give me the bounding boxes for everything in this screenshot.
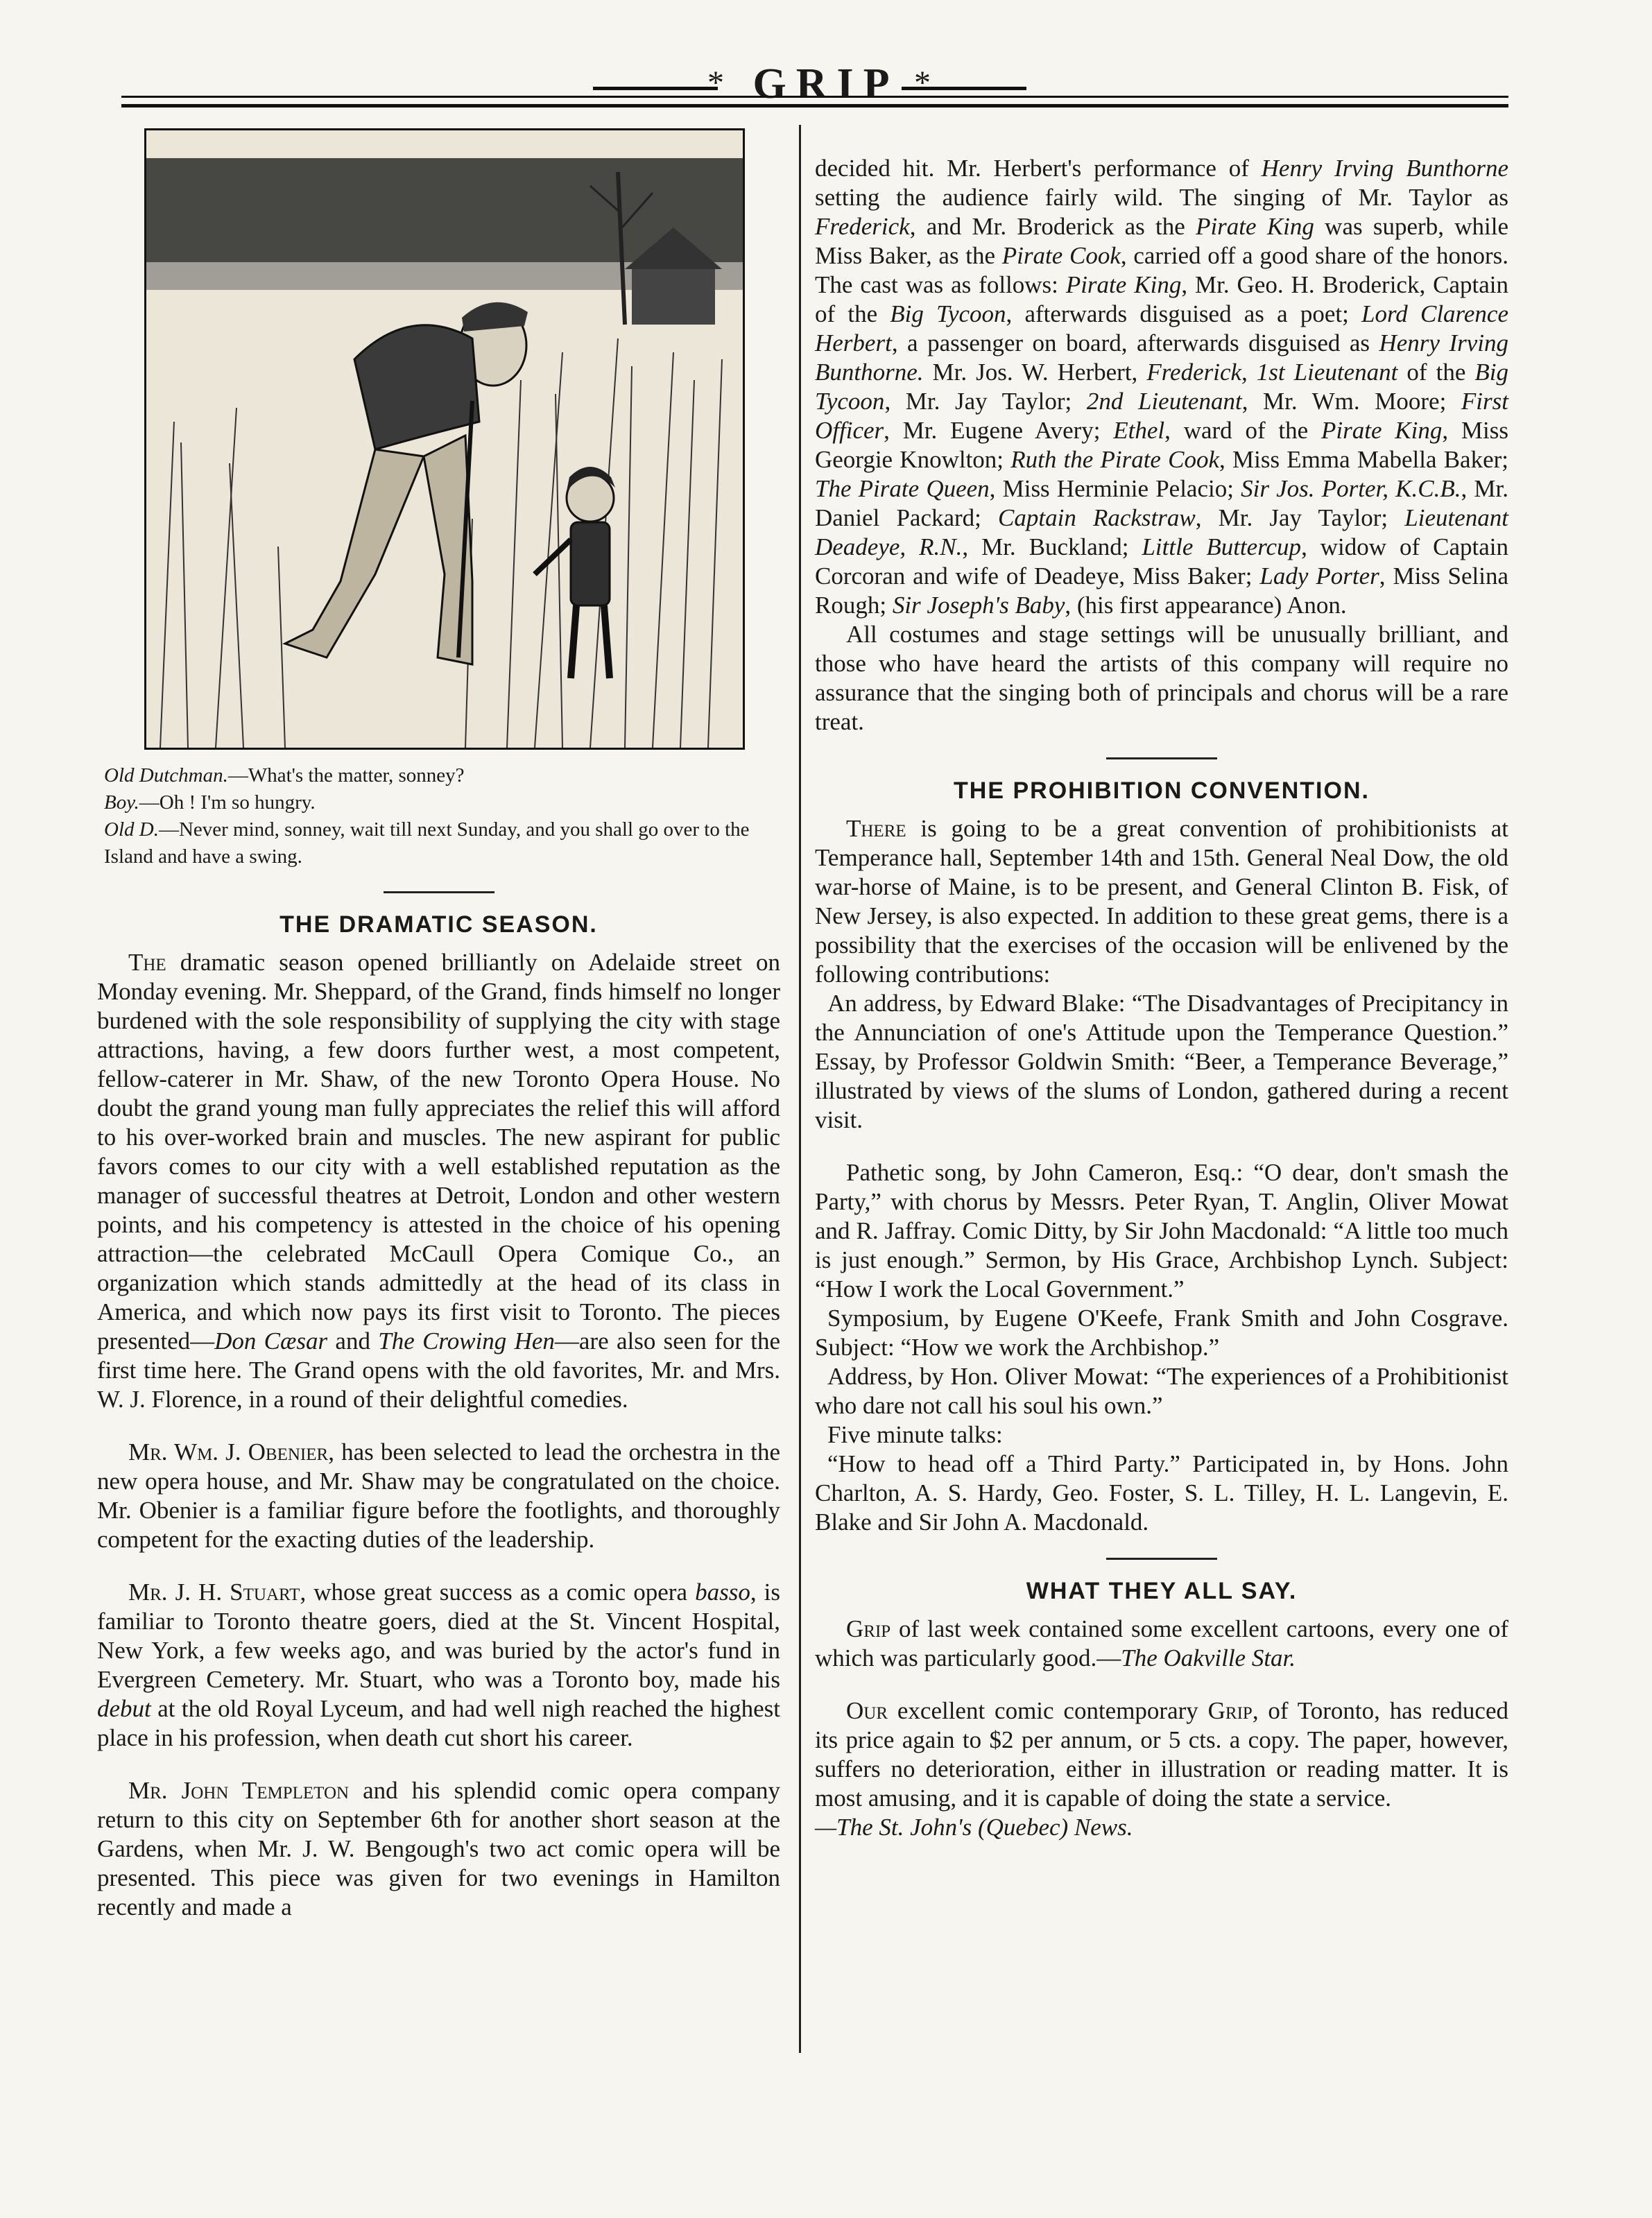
italic-run: Pirate Cook xyxy=(1001,242,1121,269)
text-run: , Mr. Eugene Avery; xyxy=(884,417,1114,444)
italic-run: First Officer xyxy=(815,388,1508,444)
italic-run: Ethel xyxy=(1113,417,1165,444)
source-citation: —The St. John's (Quebec) News. xyxy=(815,1814,1133,1841)
text-run: decided hit. Mr. Herbert's performance of xyxy=(815,155,1262,182)
paragraph xyxy=(815,154,1508,620)
text-run: and xyxy=(327,1327,379,1355)
lead-word: Grip xyxy=(846,1615,891,1642)
text-run: whose great success as a comic opera xyxy=(306,1579,696,1606)
italic-run: Ruth the Pirate Cook xyxy=(1010,446,1220,473)
section-divider xyxy=(384,891,494,893)
text-run: , a passenger on board, afterwards disguised as xyxy=(891,329,1379,356)
source-citation: The Oakville Star. xyxy=(1121,1644,1296,1671)
italic-run: The Crowing Hen xyxy=(378,1327,555,1355)
header-rule xyxy=(121,104,1508,108)
text-run: was superb, while Miss Baker, as the xyxy=(815,213,1508,269)
italic-run: 2nd Lieutenant xyxy=(1086,388,1242,415)
section-divider xyxy=(1106,757,1217,759)
text-run: , Mr. Jay Taylor; xyxy=(884,388,1087,415)
text-run: , Mr. Geo. H. Broderick, Captain of the xyxy=(815,271,1509,327)
what-they-all-say-article xyxy=(815,1615,1508,1842)
italic-run: debut xyxy=(97,1695,151,1722)
paragraph xyxy=(815,1696,1508,1842)
italic-run: Pirate King xyxy=(1321,417,1443,444)
header-rule xyxy=(121,96,1508,98)
masthead xyxy=(0,49,1652,132)
column-divider xyxy=(799,125,801,2053)
caption-speaker: Boy. xyxy=(104,791,139,814)
italic-run: Don Cæsar xyxy=(214,1327,328,1355)
text-run: is going to be a great convention of prohibitionists at Temperance hall, September 14th and 15th. General Neal Dow, the old war-horse of Maine, is to be present, and General Clinton B. Fisk, of New Jersey, is also expected. In addition to these great gems, there is a possibility that the exercises of the occasion will be enlivened by the following contributions: xyxy=(815,815,1508,988)
text-run: has been selected to lead the orchestra in the new opera house, and Mr. Shaw may be congratulated on the choice. Mr. Obenier is a familiar figure before the footlights, and thoroughly competent for the exacting duties of the leadership. xyxy=(97,1438,780,1553)
italic-run: Henry Irving Bunthorne. xyxy=(815,329,1508,386)
engraving-illustration xyxy=(144,128,745,750)
paragraph: All costumes and stage settings will be unusually brilliant, and those who have heard the artists of this company will require no assurance that the singing both of principals and chorus will be a rare treat. xyxy=(815,621,1508,735)
section-heading: WHAT THEY ALL SAY. xyxy=(1026,1578,1298,1604)
text-run: , Mr. Wm. Moore; xyxy=(1241,388,1461,415)
caption-line xyxy=(97,789,780,816)
masthead-rule-left xyxy=(593,87,718,90)
italic-run: Big Tycoon xyxy=(890,300,1006,327)
italic-run: Little Buttercup xyxy=(1142,533,1302,560)
lead-word: Mr. J. H. Stuart, xyxy=(128,1579,307,1606)
caption-line xyxy=(97,762,780,789)
section-heading: THE PROHIBITION CONVENTION. xyxy=(954,777,1370,804)
paragraph xyxy=(97,1438,780,1554)
text-run: dramatic season opened brilliantly on Adelaide street on Monday evening. Mr. Sheppard, of the Grand, finds himself no longer burdened with the sole responsibility of supplying the city with stage attractions, having, a few doors further west, a most competent, fellow-caterer in Mr. Shaw, of the new Toronto Opera House. No doubt the grand young man fully appreciates the relief this will afford to his over-worked brain and muscles. The new aspirant for public favors comes to our city with a well established reputation as the manager of successful theatres at Detroit, London and other western points, and his competency is attested in the choice of his opening attraction—the celebrated McCaull Opera Comique Co., an organization which stands admittedly at the head of its class in America, and which now pays its first visit to Toronto. The pieces presented— xyxy=(97,949,780,1355)
paragraph xyxy=(815,1615,1508,1673)
masthead-rule-right xyxy=(902,87,1026,90)
italic-run: Lady Porter xyxy=(1259,562,1379,590)
paragraph xyxy=(97,1578,780,1753)
text-run: excellent comic contemporary xyxy=(888,1697,1208,1724)
italic-run: Big Tycoon xyxy=(815,359,1508,415)
lead-word: There xyxy=(846,815,906,842)
ornament-star-icon: * xyxy=(707,65,724,101)
paragraph xyxy=(815,814,1508,989)
paragraph: “How to head off a Third Party.” Participated in, by Hons. John Charlton, A. S. Hardy, Geo. Foster, S. L. Tilley, H. L. Langevin, E. Blake and Sir John A. Macdonald. xyxy=(815,1450,1508,1536)
paragraph: Address, by Hon. Oliver Mowat: “The experiences of a Prohibitionist who dare not call his soul his own.” xyxy=(815,1363,1508,1419)
caption-text: —Oh ! I'm so hungry. xyxy=(139,791,316,814)
italic-run: The Pirate Queen xyxy=(815,475,990,502)
text-run: —are also seen for the first time here. The Grand opens with the old favorites, Mr. and Mrs. W. J. Florence, in a round of their delightful comedies. xyxy=(97,1327,780,1413)
paragraph xyxy=(97,948,780,1414)
text-run: and his splendid comic opera company return to this city on September 6th for another short season at the Gardens, when Mr. J. W. Bengough's two act comic opera will be presented. This piece was given for two evenings in Hamilton recently and made a xyxy=(97,1777,780,1920)
caption-speaker: Old Dutchman. xyxy=(104,764,228,786)
paragraph: Symposium, by Eugene O'Keefe, Frank Smith and John Cosgrave. Subject: “How we work the Archbishop.” xyxy=(815,1305,1508,1361)
text-run: , Mr. Daniel Packard; xyxy=(815,475,1508,531)
text-run: , of Toronto, has reduced its price again to $2 per annum, or 5 cts. a copy. The paper, however, suffers no deterioration, either in illustration or reading matter. It is most amusing, and it is capable of doing the state a service. xyxy=(815,1697,1508,1812)
paragraph: Five minute talks: xyxy=(827,1421,1003,1448)
text-run: , Miss Emma Mabella Baker; xyxy=(1219,446,1508,473)
paragraph: Pathetic song, by John Cameron, Esq.: “O dear, don't smash the Party,” with chorus by Messrs. Peter Ryan, T. Anglin, Oliver Mowat and R. Jaffray. Comic Ditty, by Sir John Macdonald: “A little too much is just enough.” Sermon, by His Grace, Archbishop Lynch. Subject: “How I work the Local Government.” xyxy=(815,1159,1508,1303)
italic-run: Frederick, 1st Lieutenant xyxy=(1146,359,1398,386)
italic-run: Captain Rackstraw xyxy=(998,504,1196,531)
publication-name: Grip xyxy=(1207,1697,1253,1724)
text-run: Mr. Jos. W. Herbert, xyxy=(923,359,1147,386)
text-run: , afterwards disguised as a poet; xyxy=(1006,300,1362,327)
text-run: , Miss Georgie Knowlton; xyxy=(815,417,1508,473)
text-run: , (his first appearance) Anon. xyxy=(1065,592,1347,619)
italic-run: Frederick xyxy=(815,213,910,240)
paragraph: An address, by Edward Blake: “The Disadvantages of Precipitancy in the Annunciation of one's Attitude upon the Temperance Question.” Essay, by Professor Goldwin Smith: “Beer, a Temperance Beverage,” illustrated by views of the slums of London, gathered during a recent visit. xyxy=(815,990,1508,1133)
lead-word: Mr. Wm. J. Obenier, xyxy=(128,1438,334,1465)
illustration-caption xyxy=(97,762,780,870)
caption-text: —What's the matter, sonney? xyxy=(227,764,465,786)
text-run: , Miss Herminie Pelacio; xyxy=(989,475,1241,502)
lead-word: Mr. John Templeton xyxy=(128,1777,350,1804)
italic-run: Pirate King xyxy=(1065,271,1182,298)
text-run: , and Mr. Broderick as the xyxy=(909,213,1196,240)
italic-run: Lord Clarence Herbert xyxy=(815,300,1508,356)
dramatic-season-article xyxy=(97,948,780,1922)
caption-line xyxy=(97,816,780,870)
text-run: , widow of Captain Corcoran and wife of Deadeye, Miss Baker; xyxy=(815,533,1509,590)
section-divider xyxy=(1106,1558,1217,1560)
lead-word: The xyxy=(128,949,166,976)
text-run: of the xyxy=(1397,359,1475,386)
text-run: , Mr. Buckland; xyxy=(962,533,1142,560)
text-run: at the old Royal Lyceum, and had well nigh reached the highest place in his profession, when death cut short his career. xyxy=(97,1695,780,1751)
continued-article xyxy=(815,154,1508,737)
caption-speaker: Old D. xyxy=(104,818,159,841)
text-run: , ward of the xyxy=(1164,417,1321,444)
engraving-drawing xyxy=(146,130,743,748)
prohibition-article xyxy=(815,814,1508,1537)
italic-run: Sir Jos. Porter, K.C.B. xyxy=(1241,475,1461,502)
text-run: of last week contained some excellent cartoons, every one of which was particularly good.— xyxy=(815,1615,1508,1671)
caption-text: —Never mind, sonney, wait till next Sunday, and you shall go over to the Island and have a swing. xyxy=(104,818,750,868)
italic-run: basso xyxy=(695,1579,750,1606)
text-run: , Miss Selina Rough; xyxy=(815,562,1508,619)
masthead-title: GRIP xyxy=(752,60,900,108)
italic-run: Pirate King xyxy=(1196,213,1314,240)
italic-run: Sir Joseph's Baby xyxy=(892,592,1065,619)
left-column xyxy=(97,128,780,1922)
section-heading: THE DRAMATIC SEASON. xyxy=(279,911,598,938)
paragraph xyxy=(97,1776,780,1922)
lead-word: Our xyxy=(846,1697,888,1724)
text-run: , carried off a good share of the honors. The cast was as follows: xyxy=(815,242,1509,298)
right-column xyxy=(815,154,1508,1842)
text-run: setting the audience fairly wild. The singing of Mr. Taylor as xyxy=(815,184,1508,211)
italic-run: Lieutenant Deadeye, R.N. xyxy=(815,504,1508,560)
italic-run: Henry Irving Bunthorne xyxy=(1261,155,1508,182)
ornament-star-icon: * xyxy=(914,65,931,101)
text-run: , Mr. Jay Taylor; xyxy=(1195,504,1405,531)
text-run: , is familiar to Toronto theatre goers, died at the St. Vincent Hospital, New York, a few weeks ago, and was buried by the actor's fund in Evergreen Cemetery. Mr. Stuart, who was a Toronto boy, made his xyxy=(97,1579,780,1693)
